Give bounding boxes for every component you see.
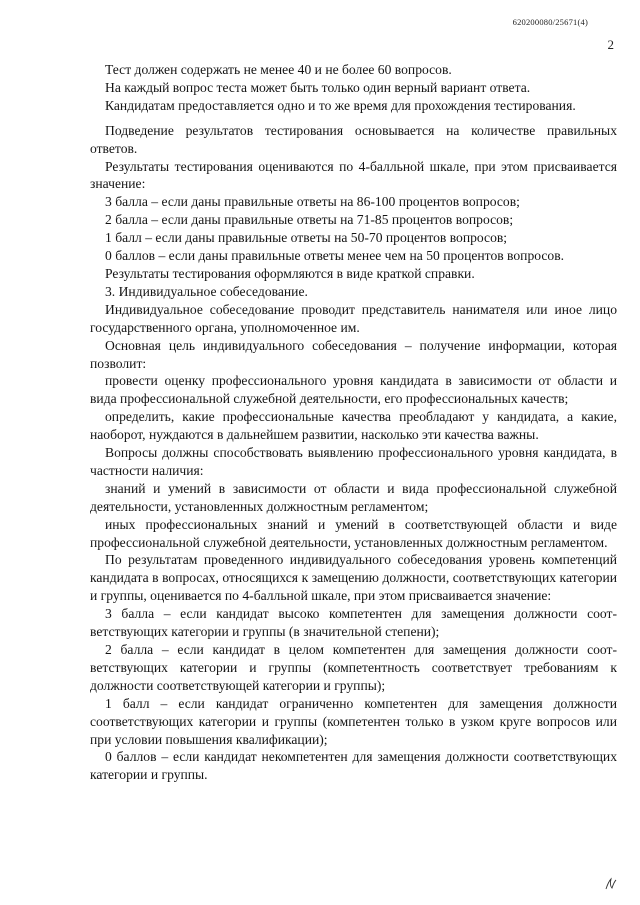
paragraph: Результаты тестирования оцениваются по 4-балльной шкале, при этом присваивается значение: <box>90 158 617 192</box>
paragraph: 0 баллов – если кандидат некомпетентен для замещения должности соответствующих категории и группы. <box>90 749 617 783</box>
paragraph: Вопросы должны способствовать выявлению профессионального уровня кандидата, в частности наличия: <box>90 445 617 478</box>
paragraph: 0 баллов – если даны правильные ответы менее чем на 50 процентов вопросов. <box>105 248 565 264</box>
page-number: 2 <box>607 37 614 52</box>
paragraph: Основная цель индивидуального собеседования – получение информации, которая позволит: <box>90 337 617 371</box>
paragraph: провести оценку профессионального уровня кандидата в зависимости от области и вида профессиональной служебной деятельности, его профессиональных качеств; <box>90 373 617 407</box>
paragraph: Подведение результатов тестирования основывается на количестве правильных ответов. <box>90 122 617 156</box>
paragraph: 3 балла – если кандидат высоко компетентен для замещения должности соответствующих категории и группы (в значительной степени); <box>90 606 617 640</box>
paragraph: По результатам проведенного индивидуального собеседования уровень компетенций кандидата в вопросах, относящихся к замещению должности, соответствующих категории и группы, оценивается по 4-балльной шкале, при этом присваивается значение: <box>90 552 617 604</box>
paragraph: 2 балла – если кандидат в целом компетентен для замещения должности соответствующих категории и группы (компетентность соответствует требованиям к должности соответствующей категории и группы); <box>90 642 617 693</box>
paragraph: Индивидуальное собеседование проводит представитель нанимателя или иное лицо государственного органа, уполномоченное им. <box>90 301 617 335</box>
paragraph: Результаты тестирования оформляются в виде краткой справки. <box>105 265 475 281</box>
paragraph: 3 балла – если даны правильные ответы на 86-100 процентов вопросов; <box>105 194 520 210</box>
document-body <box>90 61 617 784</box>
paragraph: На каждый вопрос теста может быть только один верный вариант ответа. <box>105 79 531 95</box>
paragraph: знаний и умений в зависимости от области и вида профессиональной служебной деятельности, установленных должностным регламентом; <box>90 480 617 514</box>
initials-mark <box>604 877 618 891</box>
paragraph: Кандидатам предоставляется одно и то же время для прохождения тестирования. <box>105 97 576 113</box>
document-code: 620200080/25671(4) <box>512 17 588 27</box>
paragraph: определить, какие профессиональные качества преобладают у кандидата, а какие, наоборот, нуждаются в дальнейшем развитии, насколько эти качества важны. <box>90 409 617 443</box>
paragraph: Тест должен содержать не менее 40 и не более 60 вопросов. <box>105 62 452 77</box>
paragraph: иных профессиональных знаний и умений в соответствующей области и виде профессиональной служебной деятельности, установленных должностным регламентом. <box>90 516 617 550</box>
paragraph: 2 балла – если даны правильные ответы на 71-85 процентов вопросов; <box>105 212 514 228</box>
paragraph: 1 балл – если даны правильные ответы на 50-70 процентов вопросов; <box>105 230 508 246</box>
paragraph: 1 балл – если кандидат ограниченно компетентен для замещения должности соответствующих категории и группы (компетентен только в узком круге вопросов или при условии повышения квалификации); <box>90 695 617 747</box>
section-heading: 3. Индивидуальное собеседование. <box>105 283 308 299</box>
